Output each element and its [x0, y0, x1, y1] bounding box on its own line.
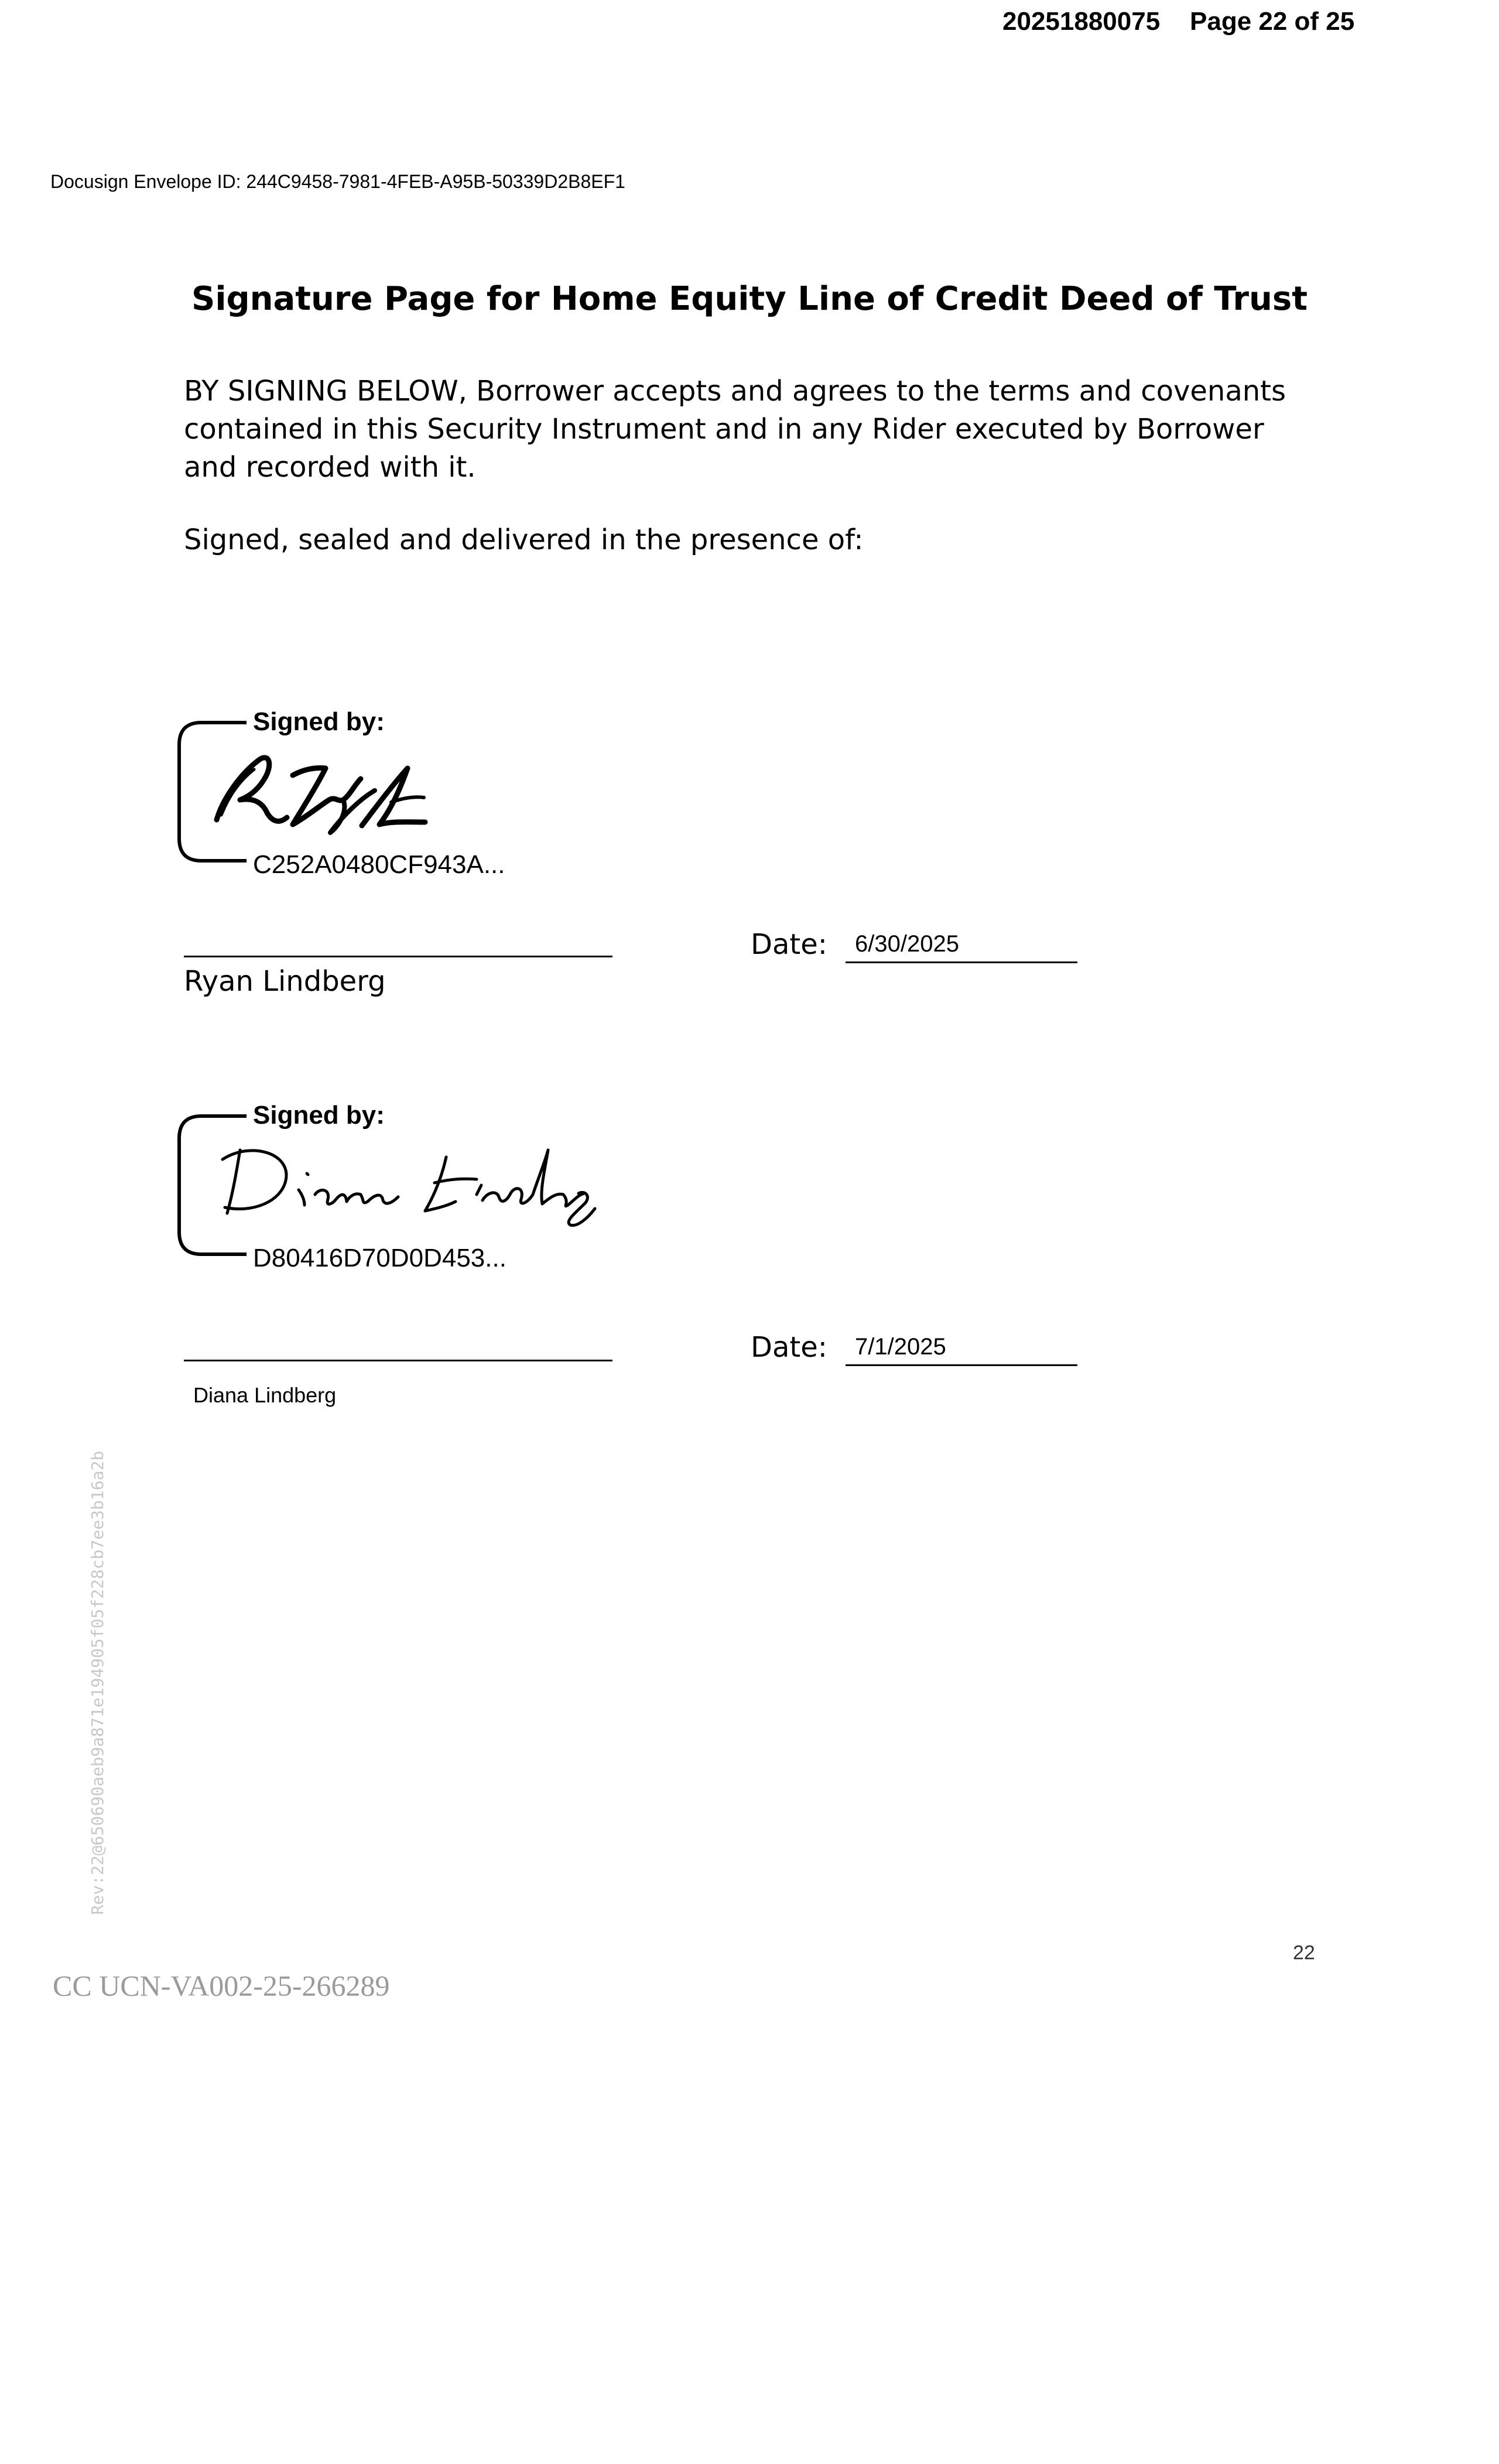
intro-paragraph: BY SIGNING BELOW, Borrower accepts and agrees to the terms and covenants contained in this Security Instrument and in any Rider executed by Borrower and recorded with it.	[184, 375, 1286, 484]
presence-statement: Signed, sealed and delivered in the presence of:	[184, 523, 864, 556]
date-value: 7/1/2025	[855, 1334, 946, 1360]
signed-by-label: Signed by:	[253, 707, 385, 736]
page-indicator: Page 22 of 25	[1190, 7, 1355, 36]
signed-by-label: Signed by:	[253, 1101, 385, 1130]
signer-name: Diana Lindberg	[193, 1383, 337, 1407]
envelope-id: Docusign Envelope ID: 244C9458-7981-4FEB-A95B-50339D2B8EF1	[50, 171, 625, 192]
document-number: 20251880075	[1002, 7, 1161, 36]
page-title: Signature Page for Home Equity Line of Credit Deed of Trust	[191, 280, 1308, 318]
date-line	[846, 961, 1077, 963]
signature-line	[184, 1360, 612, 1361]
date-label: Date:	[751, 928, 827, 961]
date-label: Date:	[751, 1331, 827, 1364]
signature-id: D80416D70D0D453...	[253, 1244, 506, 1272]
date-line	[846, 1364, 1077, 1366]
signature-id: C252A0480CF943A...	[253, 850, 505, 879]
signer-name: Ryan Lindberg	[184, 965, 386, 998]
revision-stamp: Rev:22@650690aeb9a871e194905f05f228cb7ee3b16a2b	[88, 1450, 107, 1915]
signature-ryan-lindberg	[205, 744, 509, 843]
date-value: 6/30/2025	[855, 931, 959, 957]
page-number: 22	[1293, 1942, 1315, 1964]
signature-diana-lindberg	[217, 1136, 603, 1230]
signature-line	[184, 956, 612, 957]
ucn-footer: CC UCN-VA002-25-266289	[53, 1969, 390, 2002]
